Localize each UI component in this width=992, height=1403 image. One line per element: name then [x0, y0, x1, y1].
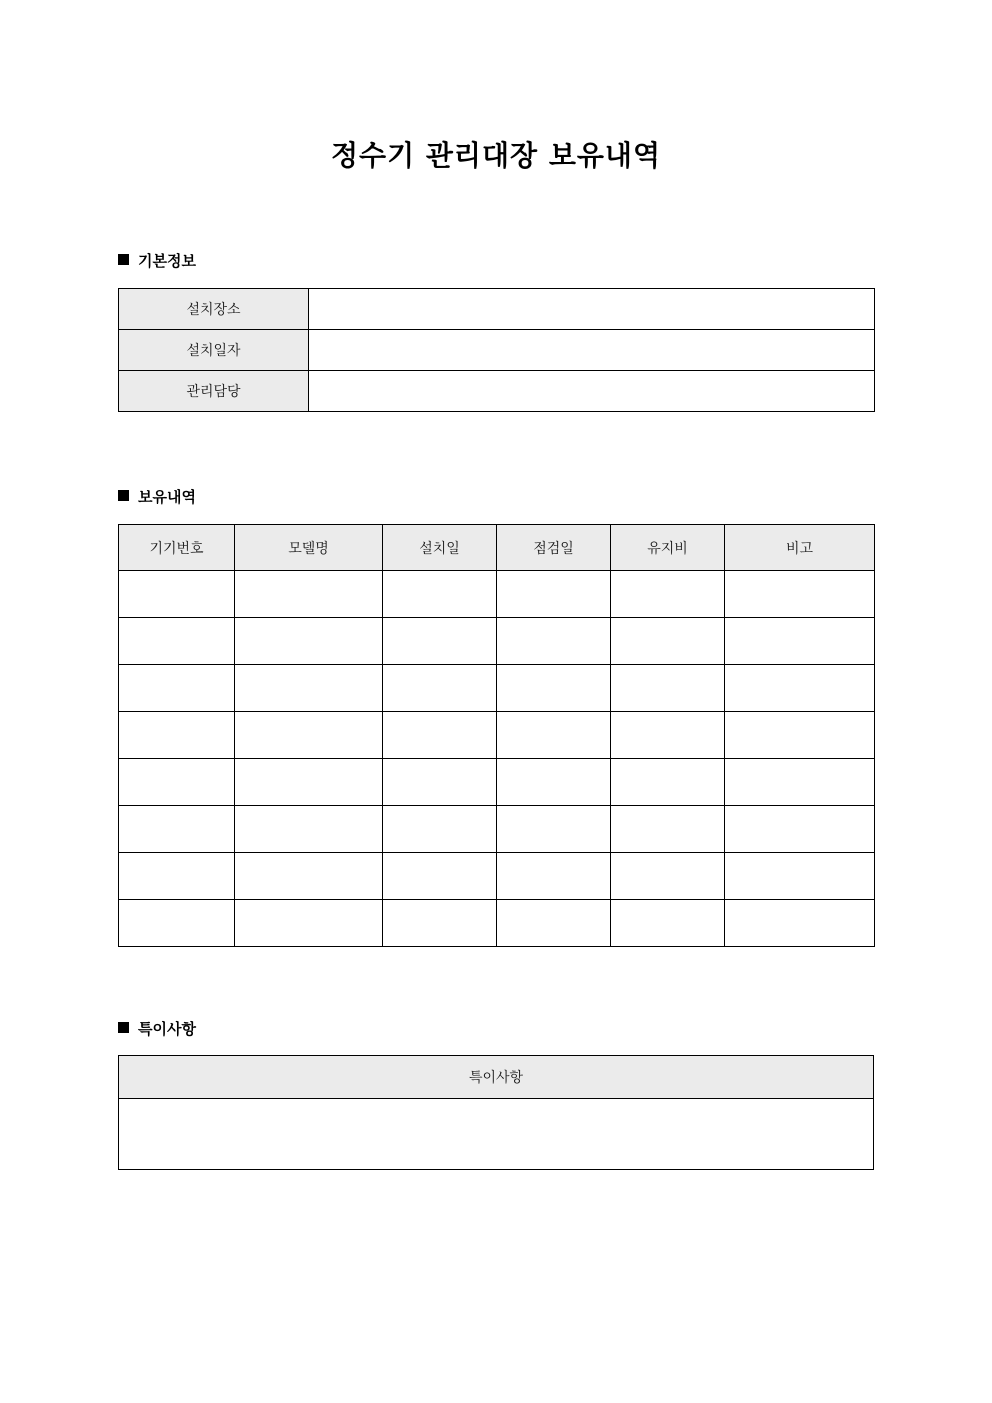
holdings-table: [118, 524, 875, 947]
cell-model-name[interactable]: [235, 759, 383, 806]
basic-info-table: [118, 288, 875, 412]
basic-info-label-install-date: 설치일자: [119, 330, 309, 371]
cell-install-date[interactable]: [383, 900, 497, 947]
cell-model-name[interactable]: [235, 853, 383, 900]
table-row: [119, 371, 875, 412]
cell-inspection-date[interactable]: [497, 853, 611, 900]
cell-model-name[interactable]: [235, 712, 383, 759]
cell-install-date[interactable]: [383, 571, 497, 618]
cell-remarks[interactable]: [725, 759, 875, 806]
square-bullet-icon: [118, 1022, 129, 1033]
page-title: 정수기 관리대장 보유내역: [330, 139, 662, 172]
cell-model-name[interactable]: [235, 806, 383, 853]
square-bullet-icon: [118, 254, 129, 265]
table-row: [119, 900, 875, 947]
cell-inspection-date[interactable]: [497, 806, 611, 853]
cell-inspection-date[interactable]: [497, 759, 611, 806]
table-row: [119, 330, 875, 371]
section-heading-basic-info: [118, 250, 196, 272]
cell-remarks[interactable]: [725, 806, 875, 853]
cell-device-number[interactable]: [119, 665, 235, 712]
table-row: [119, 571, 875, 618]
cell-maintenance-cost[interactable]: [611, 900, 725, 947]
cell-remarks[interactable]: [725, 618, 875, 665]
cell-inspection-date[interactable]: [497, 900, 611, 947]
cell-remarks[interactable]: [725, 665, 875, 712]
column-header-maintenance-cost: 유지비: [611, 525, 725, 571]
cell-device-number[interactable]: [119, 712, 235, 759]
cell-device-number[interactable]: [119, 618, 235, 665]
section-heading-notes-label: 특이사항: [138, 1020, 196, 1038]
cell-maintenance-cost[interactable]: [611, 618, 725, 665]
basic-info-label-manager: 관리담당: [119, 371, 309, 412]
cell-maintenance-cost[interactable]: [611, 665, 725, 712]
table-row: [119, 665, 875, 712]
basic-info-value-install-date[interactable]: [309, 330, 875, 371]
cell-maintenance-cost[interactable]: [611, 853, 725, 900]
table-row: [119, 759, 875, 806]
cell-device-number[interactable]: [119, 900, 235, 947]
cell-install-date[interactable]: [383, 806, 497, 853]
table-row: [119, 853, 875, 900]
cell-inspection-date[interactable]: [497, 712, 611, 759]
cell-maintenance-cost[interactable]: [611, 759, 725, 806]
section-heading-holdings-label: 보유내역: [138, 488, 196, 506]
table-row: [119, 1099, 874, 1170]
column-header-notes: 특이사항: [119, 1056, 874, 1099]
cell-remarks[interactable]: [725, 712, 875, 759]
basic-info-value-manager[interactable]: [309, 371, 875, 412]
notes-table: [118, 1055, 874, 1170]
table-row: [119, 806, 875, 853]
cell-device-number[interactable]: [119, 759, 235, 806]
table-row: [119, 289, 875, 330]
cell-device-number[interactable]: [119, 571, 235, 618]
square-bullet-icon: [118, 490, 129, 501]
column-header-install-date: 설치일: [383, 525, 497, 571]
holdings-table-header-row: [119, 525, 875, 571]
cell-install-date[interactable]: [383, 759, 497, 806]
notes-table-header-row: [119, 1056, 874, 1099]
column-header-inspection-date: 점검일: [497, 525, 611, 571]
cell-maintenance-cost[interactable]: [611, 571, 725, 618]
basic-info-value-install-location[interactable]: [309, 289, 875, 330]
column-header-model-name: 모델명: [235, 525, 383, 571]
cell-remarks[interactable]: [725, 571, 875, 618]
section-heading-basic-info-label: 기본정보: [138, 252, 196, 270]
cell-device-number[interactable]: [119, 806, 235, 853]
cell-maintenance-cost[interactable]: [611, 712, 725, 759]
cell-model-name[interactable]: [235, 618, 383, 665]
cell-maintenance-cost[interactable]: [611, 806, 725, 853]
cell-remarks[interactable]: [725, 900, 875, 947]
cell-model-name[interactable]: [235, 900, 383, 947]
cell-remarks[interactable]: [725, 853, 875, 900]
column-header-remarks: 비고: [725, 525, 875, 571]
cell-device-number[interactable]: [119, 853, 235, 900]
section-heading-holdings: [118, 486, 196, 508]
cell-install-date[interactable]: [383, 712, 497, 759]
notes-value-field[interactable]: [119, 1099, 874, 1170]
cell-install-date[interactable]: [383, 665, 497, 712]
table-row: [119, 712, 875, 759]
section-heading-notes: [118, 1018, 196, 1040]
table-row: [119, 618, 875, 665]
cell-model-name[interactable]: [235, 665, 383, 712]
cell-inspection-date[interactable]: [497, 665, 611, 712]
cell-install-date[interactable]: [383, 618, 497, 665]
cell-inspection-date[interactable]: [497, 571, 611, 618]
cell-inspection-date[interactable]: [497, 618, 611, 665]
basic-info-label-install-location: 설치장소: [119, 289, 309, 330]
cell-model-name[interactable]: [235, 571, 383, 618]
column-header-device-number: 기기번호: [119, 525, 235, 571]
cell-install-date[interactable]: [383, 853, 497, 900]
